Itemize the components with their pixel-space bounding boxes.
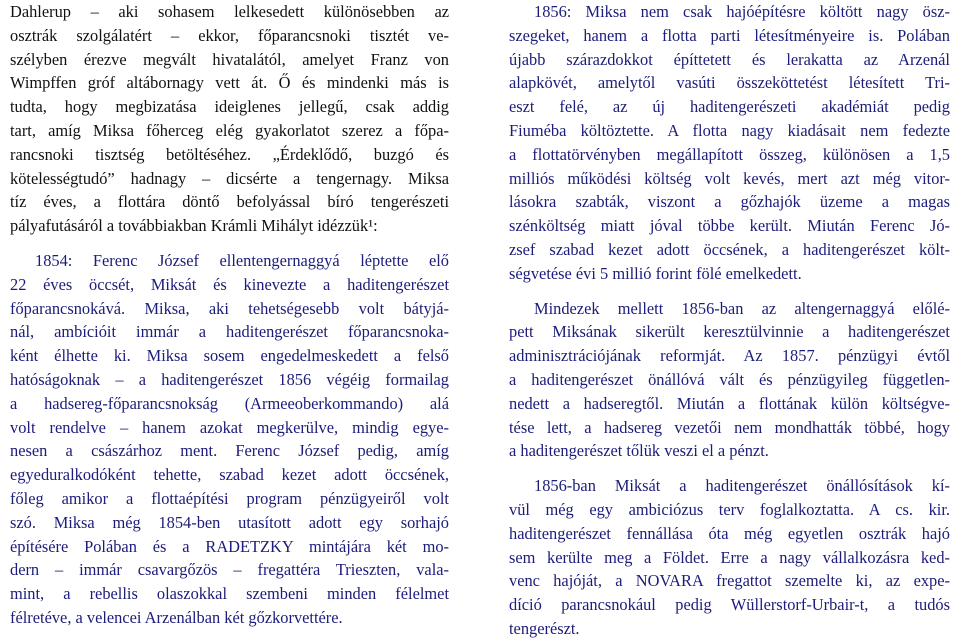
paragraph-administration-reform — [509, 297, 950, 464]
text-line: a haditengerészet önállóvá vált és pénzügyileg független- — [509, 369, 950, 389]
text-line: főleg amikor a flottaépítési program pénzügyeiről volt — [10, 488, 449, 508]
text-line: tudta, hogy megbizatása ideiglenes jellegű, csak addig — [10, 97, 449, 117]
text-line: pett Miksának sikerült keresztülvinnie a haditengerészet — [509, 322, 950, 342]
text-line: szegeket, hanem a flotta parti létesítményeire is. Polában — [509, 25, 950, 45]
text-line: tengerészt. — [509, 618, 580, 638]
text-line: a haditengerészet tőlük veszi el a pénzt. — [509, 441, 769, 461]
text-line: Wimpffen gróf altábornagy vett át. Ő és mindenki más is — [10, 73, 449, 93]
text-line: nesen a császárhoz ment. Ferenc József pedig, amíg — [10, 441, 449, 461]
text-line: építésére Polában és a RADETZKY mintájára két mo- — [10, 536, 449, 556]
text-line: tart, amíg Miksa főherceg elég gyakorlatot szerez a főpa- — [10, 120, 449, 140]
text-line: volt rendelve – hanem azokat megkerülve, mindig egye- — [10, 417, 449, 437]
text-line: újabb szárazdokkot építtetett és lerakatta az Arzenál — [509, 49, 950, 69]
text-line: Dahlerup – aki sohasem lelkesedett különösebben az — [10, 2, 449, 21]
text-line: rancsnoki tisztség betöltéséhez. „Érdeklődő, buzgó és — [10, 144, 449, 164]
text-line: szélyben érezve megvált hivatalától, amelyet Franz von — [10, 49, 449, 69]
text-line: sem kerülte meg a Földet. Erre a nagy vállalkozásra ked- — [509, 547, 950, 567]
text-line: szó. Miksa még 1854-ben utasított adott egy sorhajó — [10, 512, 449, 532]
text-line: osztrák szolgálatért – ekkor, főparancsnoki tisztét ve- — [10, 25, 449, 45]
text-line: ségvetése évi 5 millió forint fölé emelkedett. — [509, 263, 802, 283]
text-line: tíz éves, a flottára döntő befolyással bíró tengerészeti — [10, 192, 449, 212]
text-line: 1854: Ferenc József ellentengernaggyá léptette elő — [35, 250, 449, 270]
text-line: hatóságoknak – a haditengerészet 1856 végéig formailag — [10, 369, 449, 389]
text-line: eszt felé, az új haditengerészeti akadémiát pedig — [509, 97, 950, 117]
text-line: zsef szabad kezet adott öccsének, a haditengerészet költ- — [509, 239, 950, 259]
paragraph-1854 — [10, 249, 449, 630]
text-line: kötelességtudó” hadnagy – dicsérte a tengernagy. Miksa — [10, 168, 449, 188]
text-line: alapkövét, amelytől vasúti összeköttetést létesített Tri- — [509, 73, 950, 93]
text-line: dern – immár csavargőzös – fregattéra Trieszten, vala- — [10, 560, 449, 580]
text-line: haditengerészet fennállása óta még egyetlen osztrák hajó — [509, 523, 950, 543]
text-line: Mindezek mellett 1856-ban az altengernaggyá előlé- — [534, 298, 950, 318]
text-line: pályafutásáról a továbbiakban Krámli Mihályt idézzük¹: — [10, 216, 378, 236]
text-line: 1856: Miksa nem csak hajóépítésre költött nagy ösz- — [534, 2, 950, 21]
text-line: mint, a rebellis olaszokkal szembeni minden félelmet — [10, 584, 449, 604]
right-column — [509, 0, 950, 641]
text-line: milliós működési költség volt kevés, mert azt még vitor- — [509, 168, 950, 188]
text-line: 22 éves öccsét, Miksát és kinevezte a haditengerészet — [10, 274, 449, 294]
text-line: díció parancsnokául pedig Wüllerstorf-Urbair-t, a tudós — [509, 595, 950, 615]
text-line: nál, ambícióit immár a haditengerészet főparancsnoka- — [10, 322, 449, 342]
text-line: szénköltség miatt jóval többe került. Miután Ferenc Jó- — [509, 216, 950, 236]
text-line: venc hajóját, a NOVARA fregattot szemelte ki, az expe- — [509, 571, 950, 591]
text-line: 1856-ban Miksát a haditengerészet önállósítások kí- — [534, 476, 950, 496]
text-line: a hadsereg-főparancsnokság (Armeeoberkommando) alá — [10, 393, 449, 413]
text-line: főparancsnokává. Miksa, aki tehetségesebb volt bátyjá- — [10, 298, 449, 318]
left-column — [10, 0, 449, 630]
text-line: nedett a hadseregtől. Miután a flottának külön költségve- — [509, 393, 950, 413]
text-line: egyeduralkodóként tehette, szabad kezet adott öccsének, — [10, 465, 449, 485]
text-line: vül még egy ambiciózus terv foglalkoztatta. A cs. kir. — [509, 499, 950, 519]
text-line: ként élhette ki. Miksa sosem engedelmeskedett a felső — [10, 346, 449, 366]
text-line: félretéve, a velencei Arzenálban két gőzkorvettére. — [10, 607, 343, 627]
paragraph-1856 — [509, 0, 950, 286]
text-line: adminisztrációjának reformját. Az 1857. pénzügyi évtől — [509, 346, 950, 366]
paragraph-dahlerup — [10, 0, 449, 238]
text-line: tése lett, a hadsereg vezetői nem mondhatták többé, hogy — [509, 417, 950, 437]
text-line: Fiuméba költöztette. A flotta nagy kiadásait nem fedezte — [509, 120, 950, 140]
text-line: a flottatörvényben megállapított összeg, különösen a 1,5 — [509, 144, 950, 164]
text-line: lásokra szabták, viszont a gőzhajók üzeme a magas — [509, 192, 950, 212]
paragraph-novara-expedition — [509, 474, 950, 641]
